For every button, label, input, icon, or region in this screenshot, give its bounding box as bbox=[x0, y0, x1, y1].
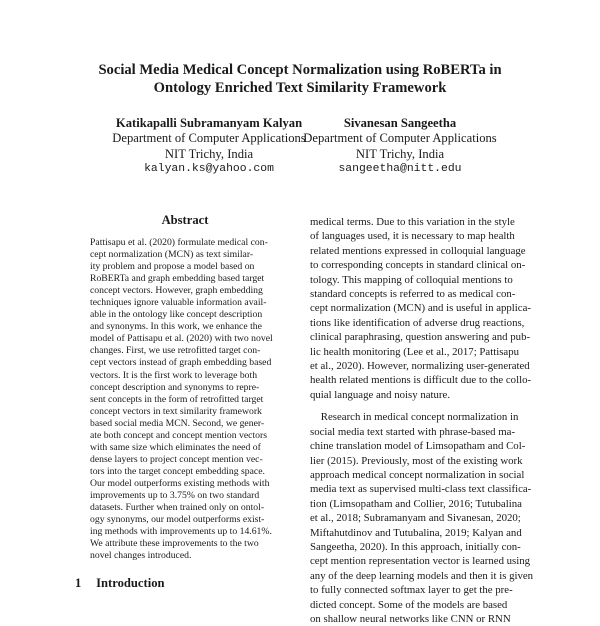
text-line: any of the deep learning models and then it is given bbox=[310, 569, 534, 582]
text-line: et al., 2018; Subramanyam and Sivanesan, 2020; bbox=[310, 512, 521, 525]
text-line: concept vectors. However, graph embedding bbox=[90, 285, 263, 297]
text-line: improvements up to 3.75% on two standard bbox=[90, 489, 260, 501]
text-line: clinical paraphrasing, question answering and pub- bbox=[310, 331, 531, 344]
author-institution: NIT Trichy, India bbox=[355, 146, 445, 161]
author-name: Sivanesan Sangeetha bbox=[343, 116, 457, 130]
text-line: Miftahutdinov and Tutubalina, 2019; Kalyan and bbox=[310, 526, 522, 539]
paper-title bbox=[0, 61, 600, 97]
paragraph-2 bbox=[310, 410, 534, 626]
text-line: ate both concept and concept mention vectors bbox=[90, 429, 268, 441]
author-department: Department of Computer Applications bbox=[112, 131, 306, 146]
author-block-2 bbox=[285, 116, 515, 178]
text-line: cept normalization (MCN) as text similar- bbox=[90, 249, 254, 261]
author-department: Department of Computer Applications bbox=[303, 131, 497, 146]
section-heading bbox=[75, 576, 165, 591]
text-line: on shallow neural networks like CNN or RNN bbox=[310, 612, 511, 625]
text-line: to fully connected softmax layer to get the pre- bbox=[310, 584, 513, 597]
paragraph-1 bbox=[310, 215, 530, 402]
text-line: vectors. It is the first work to leverage both bbox=[90, 369, 258, 381]
text-line: standard concepts is referred to as medical con- bbox=[310, 288, 516, 301]
text-line: techniques ignore valuable information avail- bbox=[90, 297, 267, 309]
text-line: able in the ontology like concept description bbox=[90, 309, 263, 321]
text-line: dense layers to project concept mention vec- bbox=[90, 453, 263, 465]
text-line: ogy synonyms, our model outperforms exist- bbox=[90, 514, 265, 526]
text-line: cept mention representation vector is learned using bbox=[310, 555, 531, 568]
text-line: concept vectors in text similarity framework bbox=[90, 405, 262, 417]
text-line: with same size which eliminates the need of bbox=[90, 441, 261, 453]
text-line: changes. First, we use retrofitted target con- bbox=[90, 345, 261, 357]
text-line: cept vectors instead of graph embedding based bbox=[90, 357, 272, 369]
text-line: concept description and synonyms to repre- bbox=[90, 381, 260, 393]
right-column bbox=[310, 215, 534, 626]
text-line: et al., 2020). However, normalizing user-generated bbox=[310, 360, 530, 373]
text-line: chine translation model of Limsopatham and Col- bbox=[310, 440, 526, 453]
text-line: Pattisapu et al. (2020) formulate medical con- bbox=[90, 237, 268, 248]
text-line: RoBERTa and graph embedding based target bbox=[90, 273, 265, 285]
text-line: We attribute these improvements to the two bbox=[90, 538, 259, 550]
author-name: Katikapalli Subramanyam Kalyan bbox=[115, 116, 303, 130]
text-line: lic health monitoring (Lee et al., 2017; Pattisapu bbox=[310, 345, 519, 358]
text-line: dicted concept. Some of the models are based bbox=[310, 598, 508, 611]
abstract-heading: Abstract bbox=[161, 213, 209, 227]
text-line: Our model outperforms existing methods with bbox=[90, 477, 270, 489]
text-line: tology. This mapping of colloquial mentions to bbox=[310, 273, 513, 286]
text-line: media text as supervised multi-class text classifica- bbox=[310, 483, 532, 496]
text-line: Sangeetha, 2020). In this approach, initially con- bbox=[310, 540, 521, 553]
text-line: based social media MCN. Second, we gener- bbox=[90, 417, 265, 429]
text-line: datasets. Further when trained only on ontol- bbox=[90, 502, 265, 514]
text-line: and synonyms. In this work, we enhance the bbox=[90, 321, 262, 333]
section-title: Introduction bbox=[96, 576, 165, 590]
text-line: tions like identification of adverse drug reactions, bbox=[310, 316, 525, 329]
text-line: cept normalization (MCN) and is useful in applica- bbox=[310, 302, 531, 315]
text-line: social media text started with phrase-based ma- bbox=[310, 425, 516, 438]
text-line: ing methods with improvements up to 14.61%. bbox=[90, 526, 272, 538]
author-institution: NIT Trichy, India bbox=[164, 146, 254, 161]
text-line: sent concepts in the form of retrofitted target bbox=[90, 393, 264, 405]
author-email: sangeetha@nitt.edu bbox=[338, 163, 462, 176]
text-line: of languages used, it is necessary to map health bbox=[310, 230, 515, 243]
text-line: tion (Limsopatham and Collier, 2016; Tutubalina bbox=[310, 497, 522, 510]
text-line: lier (2015). Previously, most of the existing work bbox=[310, 454, 523, 467]
section-number: 1 bbox=[75, 576, 82, 590]
text-line: related mentions expressed in colloquial language bbox=[310, 244, 526, 257]
text-line: medical terms. Due to this variation in the style bbox=[310, 216, 515, 228]
title-line: Social Media Medical Concept Normalization using RoBERTa in bbox=[98, 62, 502, 78]
text-line: novel changes introduced. bbox=[90, 550, 192, 562]
text-line: model of Pattisapu et al. (2020) with two novel bbox=[90, 333, 273, 345]
text-line: quial language and noisy nature. bbox=[310, 388, 451, 401]
text-line: Research in medical concept normalization in bbox=[310, 411, 519, 424]
text-line: health related mentions is difficult due to the collo- bbox=[310, 374, 532, 387]
text-line: to corresponding concepts in standard clinical on- bbox=[310, 259, 526, 272]
text-line: approach medical concept normalization in social bbox=[310, 468, 525, 481]
abstract-text bbox=[90, 237, 280, 562]
author-email: kalyan.ks@yahoo.com bbox=[144, 163, 274, 176]
text-line: ity problem and propose a model based on bbox=[90, 261, 255, 273]
text-line: tors into the target concept embedding space. bbox=[90, 465, 265, 477]
title-line: Ontology Enriched Text Similarity Framework bbox=[153, 80, 447, 96]
